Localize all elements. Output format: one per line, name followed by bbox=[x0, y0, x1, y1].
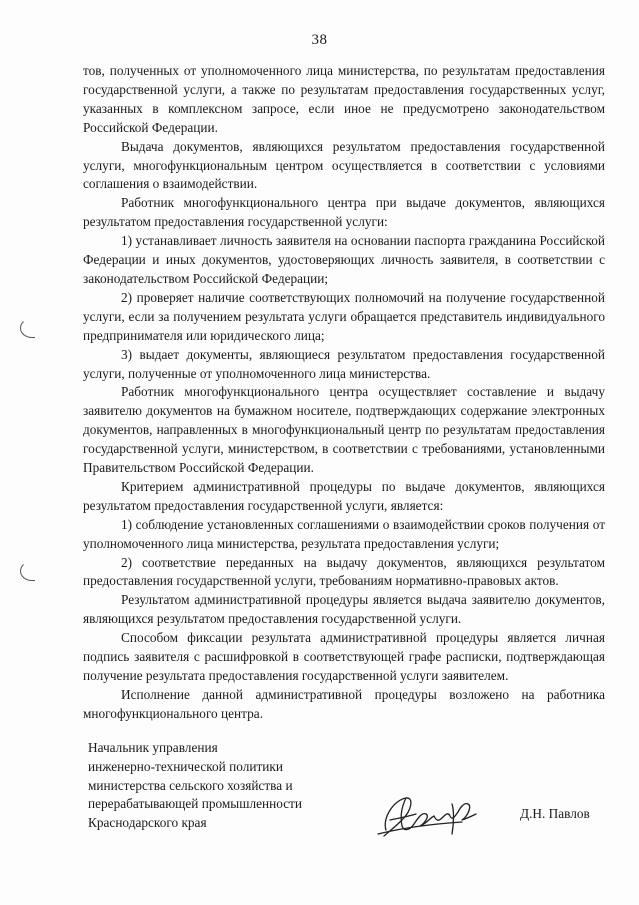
page-number: 38 bbox=[311, 32, 328, 48]
signatory-position bbox=[88, 739, 302, 833]
punch-hole-mark bbox=[20, 561, 35, 581]
signatory-name: Д.Н. Павлов bbox=[520, 806, 590, 821]
position-line: перерабатывающей промышленности bbox=[88, 796, 303, 812]
handwritten-signature bbox=[372, 790, 490, 840]
list-item: 1) соблюдение установленных соглашениями о взаимодействии сроков получения от уполномоченного лица министерства, результата предоставления услуги; bbox=[83, 516, 605, 551]
punch-hole-mark bbox=[20, 318, 35, 338]
position-line: инженерно-технической политики bbox=[88, 758, 283, 774]
paragraph: Результатом административной процедуры является выдача заявителю документов, являющихся результатом предоставления государственной услуги. bbox=[83, 592, 605, 627]
paragraph: тов, полученных от уполномоченного лица министерства, по результатам предоставления государственной услуги, а также по результатам предоставления государственных услуг, указанных в комплексном запросе, если иное не предусмотрено законодательством Российской Федерации. bbox=[83, 63, 605, 135]
list-item: 2) соответствие переданных на выдачу документов, являющихся результатом предоставления государственной услуги, требованиям нормативно-правовых актов. bbox=[83, 554, 605, 589]
paragraph: Способом фиксации результата административной процедуры является личная подпись заявителя с расшифровкой в соответствующей графе расписки, подтверждающая получение результата предоставления государственной услуги заявителем. bbox=[83, 630, 605, 683]
paragraph: Работник многофункционального центра осуществляет составление и выдачу заявителю документов на бумажном носителе, подтверждающих содержание электронных документов, направленных в многофункциональный центр по результатам предоставления государственной услуги, министерством, в соответствии с требованиями, установленными Правительством Российской Федерации. bbox=[83, 384, 605, 476]
list-item: 3) выдает документы, являющиеся результатом предоставления государственной услуги, полученные от уполномоченного лица министерства. bbox=[83, 346, 605, 381]
position-line: министерства сельского хозяйства и bbox=[88, 777, 293, 793]
document-body bbox=[83, 62, 605, 724]
paragraph: Критерием административной процедуры по выдаче документов, являющихся результатом предоставления государственной услуги, является: bbox=[83, 478, 605, 513]
list-item: 1) устанавливает личность заявителя на основании паспорта гражданина Российской Федерации и иных документов, удостоверяющих личность заявителя, в соответствии с законодательством Российской Федерации; bbox=[83, 233, 605, 286]
paragraph: Исполнение данной административной процедуры возложено на работника многофункционального центра. bbox=[83, 686, 605, 721]
position-line: Краснодарского края bbox=[88, 815, 207, 831]
list-item: 2) проверяет наличие соответствующих полномочий на получение государственной услуги, если за получением результата услуги обращается представитель индивидуального предпринимателя или юридического лица; bbox=[83, 289, 605, 343]
paragraph: Выдача документов, являющихся результатом предоставления государственной услуги, многофункциональным центром осуществляется в соответствии с условиями соглашения о взаимодействии. bbox=[83, 138, 605, 192]
position-line: Начальник управления bbox=[88, 740, 218, 755]
paragraph: Работник многофункционального центра при выдаче документов, являющихся результатом предоставления государственной услуги: bbox=[83, 195, 605, 230]
